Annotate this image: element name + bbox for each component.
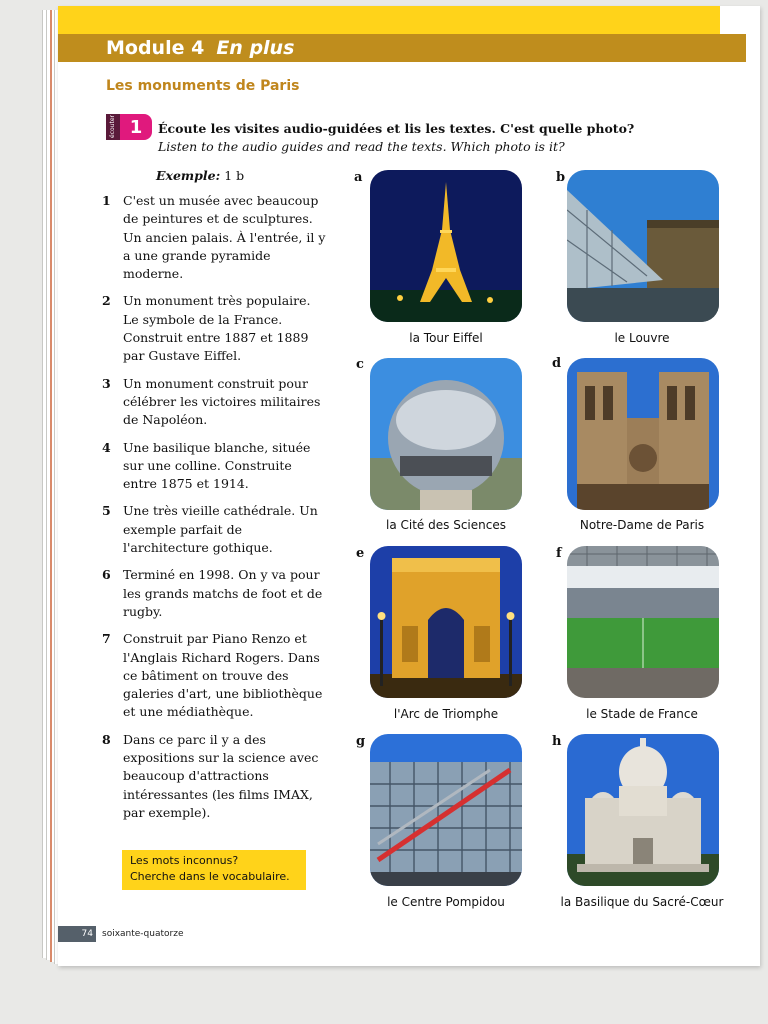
item-number: 5	[102, 503, 111, 519]
photo-centre-pompidou	[370, 734, 522, 886]
stadium-image	[567, 546, 719, 698]
item-number: 2	[102, 293, 111, 309]
arc-de-triomphe-image	[370, 546, 522, 698]
item-number: 3	[102, 375, 111, 391]
item-text: Une très vieille cathédrale. Un exemple parfait de l'architecture gothique.	[123, 503, 318, 556]
listening-tab: écouter	[106, 114, 120, 140]
page-footer	[58, 926, 183, 942]
section-title: En plus	[216, 37, 295, 59]
photo-letter: b	[556, 170, 566, 185]
photo-eiffel-tower	[370, 170, 522, 322]
list-item	[102, 375, 327, 430]
photo-louvre	[567, 170, 719, 322]
list-item	[102, 502, 327, 557]
photo-sacre-coeur	[567, 734, 719, 886]
item-text: Dans ce parc il y a des expositions sur la science avec beaucoup d'attractions intéressantes (les films IMAX, par exemple).	[123, 731, 319, 820]
item-text: Un monument très populaire. Le symbole de la France. Construit entre 1887 et 1889 par Gustave Eiffel.	[123, 293, 311, 364]
photo-letter: f	[556, 546, 562, 561]
geode-image	[370, 358, 522, 510]
item-text: Construit par Piano Renzo et l'Anglais Richard Rogers. Dans ce bâtiment on trouve des galeries d'art, une bibliothèque et une médiathèque.	[123, 631, 323, 720]
item-text: C'est un musée avec beaucoup de peintures et de sculptures. Un ancien palais. À l'entrée, il y a une grande pyramide moderne.	[123, 193, 326, 282]
eiffel-tower-image	[370, 170, 522, 322]
page-number: 74	[58, 926, 96, 942]
module-title: Module 4	[106, 37, 205, 59]
list-item	[102, 630, 327, 721]
vocabulary-note	[122, 850, 306, 890]
photo-cite-des-sciences	[370, 358, 522, 510]
module-header	[58, 34, 746, 62]
photo-stade-de-france	[567, 546, 719, 698]
photo-caption: Notre-Dame de Paris	[579, 518, 705, 532]
example-line	[156, 168, 244, 183]
photo-caption: la Tour Eiffel	[409, 331, 483, 345]
louvre-image	[567, 170, 719, 322]
photo-letter: c	[356, 357, 364, 372]
photo-letter: h	[552, 734, 562, 749]
example-value: 1 b	[224, 168, 245, 183]
item-number: 4	[102, 439, 111, 455]
photo-caption: le Centre Pompidou	[387, 895, 505, 909]
page-subtitle: Les monuments de Paris	[106, 78, 300, 94]
photo-letter: e	[356, 546, 365, 561]
photo-caption: la Cité des Sciences	[386, 518, 506, 532]
notre-dame-image	[567, 358, 719, 510]
description-list	[102, 192, 327, 822]
page-number-words: soixante-quatorze	[102, 929, 184, 939]
pompidou-image	[370, 734, 522, 886]
photo-caption: le Stade de France	[586, 707, 698, 721]
item-text: Terminé en 1998. On y va pour les grands matchs de foot et de rugby.	[123, 567, 323, 619]
list-item	[102, 439, 327, 494]
sacre-coeur-image	[567, 734, 719, 886]
note-line: Cherche dans le vocabulaire.	[130, 870, 290, 883]
photo-caption: le Louvre	[614, 331, 670, 345]
photo-letter: a	[354, 170, 363, 185]
example-label: Exemple:	[156, 168, 221, 183]
item-number: 6	[102, 567, 111, 583]
photo-letter: d	[552, 356, 562, 371]
list-item	[102, 192, 327, 283]
list-item	[102, 731, 327, 822]
note-line: Les mots inconnus?	[130, 854, 239, 867]
photo-arc-de-triomphe	[370, 546, 522, 698]
exercise-number: 1	[120, 114, 152, 140]
item-number: 1	[102, 193, 111, 208]
item-number: 8	[102, 731, 111, 747]
list-item	[102, 292, 327, 365]
list-item	[102, 566, 327, 621]
item-text: Une basilique blanche, située sur une colline. Construite entre 1875 et 1914.	[123, 439, 311, 492]
photo-caption: l'Arc de Triomphe	[393, 707, 499, 721]
photo-caption: la Basilique du Sacré-Cœur	[560, 895, 724, 909]
instruction-french: Écoute les visites audio-guidées et lis les textes. C'est quelle photo?	[158, 121, 635, 136]
item-number: 7	[102, 631, 111, 647]
photo-letter: g	[356, 734, 366, 749]
item-text: Un monument construit pour célébrer les victoires militaires de Napoléon.	[123, 375, 321, 428]
photo-notre-dame	[567, 358, 719, 510]
listening-badge	[106, 114, 152, 140]
instruction-english: Listen to the audio guides and read the texts. Which photo is it?	[158, 139, 565, 154]
textbook-page	[58, 6, 760, 966]
exercise-instructions	[158, 121, 634, 154]
